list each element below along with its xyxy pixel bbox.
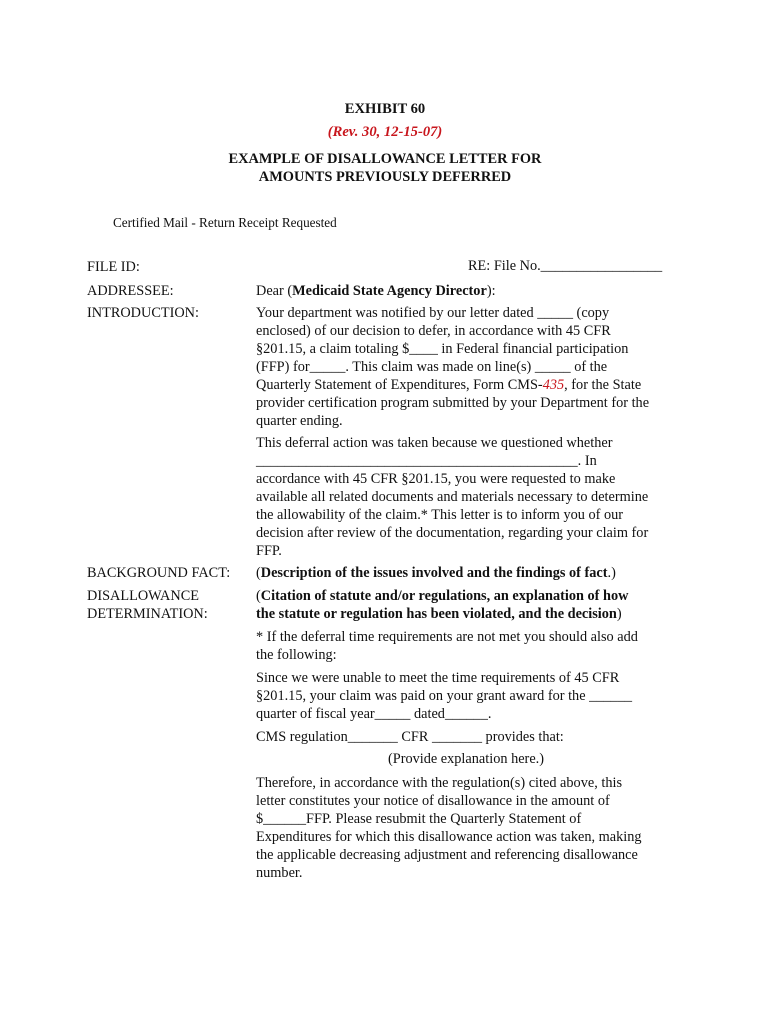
intro-line-3: §201.15, a claim totaling $____ in Federal financial participation [256,341,629,357]
label-disallowance-determination [87,587,208,623]
label-disallowance: DISALLOWANCE [87,588,199,604]
label-background-fact: BACKGROUND FACT: [87,565,231,581]
determination-text [256,587,676,623]
deferral-line-2: _____________________________________________. In [256,453,597,469]
background-description: Description of the issues involved and the findings of fact [260,565,608,581]
document-heading [0,150,770,186]
deferral-line-7: FFP. [256,543,282,559]
determination-bold-2: the statute or regulation has been violated, and the decision [256,606,617,622]
note-line-2: the following: [256,647,337,663]
determination-line-1 [256,587,676,605]
background-prefix: ( [256,565,261,581]
background-fact-text [256,564,676,582]
deferral-line-4: available all related documents and materials necessary to determine [256,489,649,505]
deferral-line-3: accordance with 45 CFR §201.15, you were requested to make [256,471,616,487]
since-paragraph [256,669,676,723]
therefore-line-2: letter constitutes your notice of disallowance in the amount of [256,793,610,809]
heading-line-2: AMOUNTS PREVIOUSLY DEFERRED [258,169,512,185]
deferral-line-5: the allowability of the claim.* This letter is to inform you of our [256,507,624,523]
deferral-note [256,628,676,664]
determination-bold-1: Citation of statute and/or regulations, an explanation of how [260,588,629,604]
salutation-recipient: Medicaid State Agency Director [292,283,487,299]
determination-line-2 [256,605,676,623]
cms-regulation-line: CMS regulation_______ CFR _______ provides that: [256,729,564,745]
therefore-line-5: the applicable decreasing adjustment and referencing disallowance [256,847,638,863]
salutation-prefix: Dear ( [256,283,293,299]
therefore-paragraph [256,774,676,882]
since-line-2: §201.15, your claim was paid on your grant award for the ______ [256,688,632,704]
intro-line-5-prefix: Quarterly Statement of Expenditures, Form CMS- [256,377,543,393]
intro-line-7: quarter ending. [256,413,343,429]
therefore-line-4: Expenditures for which this disallowance action was taken, making [256,829,642,845]
therefore-line-1: Therefore, in accordance with the regulation(s) cited above, this [256,775,623,791]
intro-line-5 [256,376,676,394]
determination-prefix: ( [256,588,261,604]
intro-line-6: provider certification program submitted by your Department for the [256,395,650,411]
intro-line-4: (FFP) for_____. This claim was made on line(s) _____ of the [256,359,608,375]
intro-line-1: Your department was notified by our letter dated _____ (copy [256,305,610,321]
therefore-line-3: $______FFP. Please resubmit the Quarterly Statement of [256,811,582,827]
exhibit-title: EXHIBIT 60 [344,101,426,117]
salutation [256,282,676,300]
determination-suffix: ) [616,606,622,622]
background-suffix: .) [607,565,616,581]
since-line-1: Since we were unable to meet the time requirements of 45 CFR [256,670,620,686]
explanation-placeholder: (Provide explanation here.) [387,751,545,767]
deferral-paragraph [256,434,676,560]
heading-line-1: EXAMPLE OF DISALLOWANCE LETTER FOR [228,151,542,167]
certified-mail-note: Certified Mail - Return Receipt Requested [113,215,337,230]
label-introduction: INTRODUCTION: [87,305,199,321]
re-file-number: RE: File No._________________ [468,258,663,274]
salutation-suffix: ): [486,283,496,299]
introduction-paragraph [256,304,676,430]
revision-note: (Rev. 30, 12-15-07) [327,124,443,140]
intro-line-2: enclosed) of our decision to defer, in accordance with 45 CFR [256,323,611,339]
label-file-id: FILE ID: [87,259,140,275]
label-determination: DETERMINATION: [87,606,208,622]
deferral-line-1: This deferral action was taken because we questioned whether [256,435,613,451]
deferral-line-6: decision after review of the documentation, regarding your claim for [256,525,649,541]
note-line-1: * If the deferral time requirements are not met you should also add [256,629,638,645]
since-line-3: quarter of fiscal year_____ dated______. [256,706,492,722]
therefore-line-6: number. [256,865,303,881]
label-addressee: ADDRESSEE: [87,283,174,299]
intro-line-5-suffix: , for the State [564,377,642,393]
form-number: 435 [542,377,565,393]
